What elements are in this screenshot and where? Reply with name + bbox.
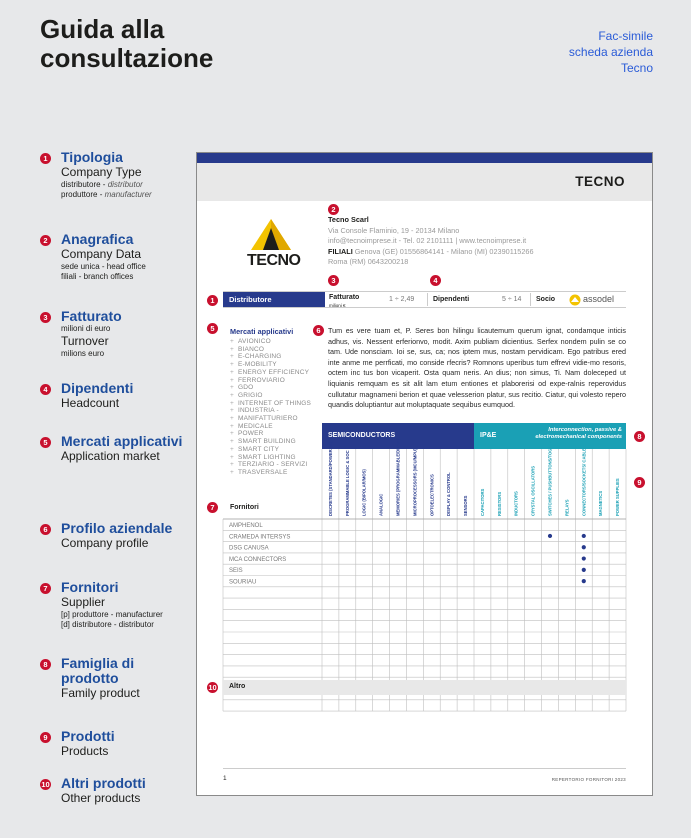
- mercato-item: + INDUSTRIA -: [230, 407, 311, 415]
- legend-item: [40, 729, 195, 759]
- mercato-item: + TERZIARIO - SERVIZI: [230, 461, 311, 469]
- product-label: RELAYS: [564, 499, 570, 516]
- legend-number-badge: 7: [40, 583, 51, 594]
- legend-number-badge: 1: [40, 153, 51, 164]
- assodel-text: assodel: [583, 294, 615, 304]
- product-label: DISPLAY & CONTROL: [446, 472, 452, 516]
- family-ipe-label: IP&E: [480, 432, 497, 439]
- company-contacts: info@tecnoimprese.it - Tel. 02 2101111 | www.tecnoimprese.it: [328, 236, 527, 245]
- supplier-name: AMPHENOL: [229, 523, 263, 529]
- product-label: DISCRETES (STANDARD/POWER/RF): [327, 441, 333, 516]
- legend-title: Dipendenti: [61, 380, 134, 396]
- supply-dot: [582, 579, 586, 583]
- marker-10: 10: [208, 683, 217, 692]
- legend-number-badge: 10: [41, 780, 50, 789]
- facsimile-line: Fac-simile: [598, 29, 653, 43]
- product-label: SWITCHES / PUSHBUTTONS/TOGGLES: [547, 437, 553, 516]
- product-label: LOGIC (BIPOLAR/MOS): [361, 469, 367, 516]
- mercato-item: + SMART BUILDING: [230, 438, 311, 446]
- legend-title: Famiglia di prodotto: [61, 655, 135, 686]
- legend-item: [40, 521, 195, 551]
- supplier-name: SEIS: [229, 568, 243, 575]
- legend-note: distributore - distributor: [61, 180, 143, 189]
- company-profile: Tum es vere tuam et, P. Seres bon hilingu licautemum querum ignat, condamque inticis adhus, vis. Nessent erferionvo, modit. Axim publiam dicientius. Serfex nondem pulin se co tam. Ude nonsciam. Ioi se, sus, ca; nos iptem mus, nostam pervidicam. Ego patribus ered inte anme me perrficati, mo conside rfecris? Romnons uperibus tum effrevi vidie-mo resoris, octem inc tus bon vicaperit. Osta quam neris. An dius; non simus, Ti. Nam doleceped ut liquianis remquam es sit alit lam etum entiones et plaborerisi od expe-ralnis reperovidus cullutatur magnameni berion et quae velesserion platur, sus recitio. Ciatur, qui volesto repero quandis doluptiantur aut moluptaquate sequibus eumquod.: [328, 326, 626, 410]
- product-label: PROGRAMMABLE LOGIC & SOC: [344, 450, 350, 516]
- facsimile-line: Tecno: [620, 61, 653, 75]
- legend-item: [40, 232, 195, 282]
- page-number: 1: [223, 775, 227, 782]
- legend-english: Family product: [61, 686, 140, 700]
- legend-note: milioni di euro: [61, 324, 111, 333]
- legend-title: Tipologia: [61, 149, 123, 165]
- legend-item: [40, 656, 195, 701]
- product-label: POWER SUPPLIES: [615, 478, 621, 516]
- product-label: INDUCTORS: [513, 491, 519, 516]
- supplier-name: CRAMEDA INTERSYS: [229, 534, 291, 541]
- legend-item: [40, 150, 195, 200]
- legend-number-badge: 3: [40, 312, 51, 323]
- mercato-item: + AVIONICO: [230, 338, 311, 346]
- mercato-item: + SMART LIGHTING: [230, 454, 311, 462]
- legend-note: [p] produttore - manufacturer: [61, 610, 163, 619]
- legend-note: [d] distributore - distributor: [61, 620, 154, 629]
- legend-number-badge: 6: [40, 524, 51, 535]
- footer-line: [223, 768, 626, 769]
- marker-2: 2: [328, 204, 339, 215]
- mercato-item: + SMART CITY: [230, 446, 311, 454]
- socio-label: Socio: [536, 296, 556, 303]
- mercato-item: + MANIFATTURIERO: [230, 415, 311, 423]
- product-label: MEMORIES (PROGRAMMABLE/DRAM): [395, 438, 401, 516]
- product-label: MAGNETICS: [598, 490, 604, 516]
- legend-item: [40, 434, 195, 464]
- legend-title: Prodotti: [61, 728, 115, 744]
- legend-english: Company profile: [61, 536, 149, 550]
- supply-dot: [582, 545, 586, 549]
- legend-english: Company Type: [61, 165, 142, 179]
- dipendenti-label: Dipendenti: [433, 296, 470, 303]
- supply-dot: [582, 568, 586, 572]
- legend-number-badge: 8: [40, 659, 51, 670]
- legend-english: Supplier: [61, 595, 106, 609]
- altri-prodotti-bar: Altro: [223, 680, 626, 695]
- legend-item: [40, 776, 195, 806]
- legend-item: [40, 580, 195, 630]
- legend-note: produttore - manufacturer: [61, 190, 152, 199]
- legend-number-badge: 2: [40, 235, 51, 246]
- legend-english: Headcount: [61, 396, 120, 410]
- marker-9: 9: [634, 477, 645, 488]
- product-label: CONNECTORS/SOCKETS/ CABLES: [581, 445, 587, 516]
- legend-number-badge: 9: [40, 732, 51, 743]
- marker-6: 6: [313, 325, 324, 336]
- mercato-item: + TRASVERSALE: [230, 469, 311, 477]
- supply-dot: [582, 556, 586, 560]
- company-header: TECNO: [575, 174, 625, 189]
- product-label: MICROPROCESSORS (MCU/MPU): [412, 448, 418, 516]
- supply-dot: [548, 534, 552, 538]
- footer-title: REPERTORIO FORNITORI 2023: [551, 777, 626, 782]
- mercato-item: + BIANCO: [230, 346, 311, 354]
- marker-8: 8: [634, 431, 645, 442]
- product-label: SENSORS: [463, 495, 469, 516]
- legend-title: Anagrafica: [61, 231, 134, 247]
- company-address: Via Console Flaminio, 19 - 20134 Milano: [328, 225, 460, 235]
- mercato-item: + ENERGY EFFICIENCY: [230, 369, 311, 377]
- legend-note: filiali - branch offices: [61, 272, 134, 281]
- company-name: Tecno Scarl: [328, 215, 369, 224]
- company-sheet: [196, 152, 653, 796]
- legend-title: Profilo aziendale: [61, 520, 173, 536]
- product-label: OPTOELECTRONICS: [429, 474, 435, 516]
- mercato-item: + E-MOBILITY: [230, 361, 311, 369]
- legend-title: Altri prodotti: [61, 775, 146, 791]
- product-label: ANALOGIC: [378, 493, 384, 516]
- legend-item: [40, 381, 195, 411]
- family-ipe-description: Interconnection, passive & electromechanical components: [535, 427, 622, 440]
- legend-number-badge: 4: [40, 384, 51, 395]
- legend-note: milions euro: [61, 349, 105, 358]
- company-type-badge: Distributore: [223, 292, 325, 307]
- supplier-product-grid: [197, 153, 652, 793]
- fatturato-label: Fatturato milioni €: [329, 294, 360, 308]
- marker-4: 4: [430, 275, 441, 286]
- mercati-title: Mercati applicativi: [230, 327, 294, 336]
- filiali-list-2: Roma (RM) 0643200218: [328, 257, 409, 266]
- legend-english: Other products: [61, 791, 141, 805]
- fatturato-value: 1 ÷ 2,49: [389, 296, 415, 303]
- legend-english: Company Data: [61, 247, 142, 261]
- facsimile-note: [569, 28, 653, 76]
- page-title: Guida alla consultazione: [40, 14, 214, 73]
- fornitori-title: Fornitori: [230, 504, 259, 511]
- product-label: RESISTORS: [496, 491, 502, 516]
- marker-5: 5: [207, 323, 218, 334]
- legend-english: Turnover: [61, 334, 109, 348]
- legend-number-badge: 5: [40, 437, 51, 448]
- mercato-item: + FERROVIARIO: [230, 377, 311, 385]
- legend-item: [40, 309, 195, 359]
- legend-note: sede unica - head office: [61, 262, 146, 271]
- supplier-name: SOURIAU: [229, 579, 257, 586]
- supply-dot: [582, 534, 586, 538]
- filiali-label: FILIALI: [328, 246, 353, 256]
- legend-title: Fornitori: [61, 579, 119, 595]
- legend-english: Application market: [61, 449, 160, 463]
- mercato-item: + GRIGIO: [230, 392, 311, 400]
- mercato-item: + POWER: [230, 430, 311, 438]
- family-semiconductors: SEMICONDUCTORS: [322, 423, 474, 449]
- legend-english: Products: [61, 744, 109, 758]
- mercato-item: + MEDICALE: [230, 423, 311, 431]
- legend-title: Mercati applicativi: [61, 433, 183, 449]
- logo-text: TECNO: [247, 252, 301, 269]
- product-label: CRYSTAL OSCILLATORS: [530, 465, 536, 516]
- marker-1: 1: [207, 295, 218, 306]
- legend-title: Fatturato: [61, 308, 122, 324]
- marker-3: 3: [328, 275, 339, 286]
- supplier-name: MCA CONNECTORS: [229, 556, 287, 563]
- dipendenti-value: 5 ÷ 14: [502, 296, 522, 303]
- facsimile-line: scheda azienda: [568, 45, 653, 59]
- mercato-item: + GDO: [230, 384, 311, 392]
- fatturato-unit: milioni €: [329, 303, 346, 308]
- supplier-name: DSG CANUSA: [229, 545, 269, 552]
- marker-7: 7: [207, 502, 218, 513]
- filiali-list: Genova (GE) 01556864141 - Milano (MI) 02390115266: [352, 246, 534, 256]
- mercato-item: + E-CHARGING: [230, 353, 311, 361]
- product-label: CAPACITORS: [479, 488, 485, 516]
- mercato-item: + INTERNET OF THINGS: [230, 400, 311, 408]
